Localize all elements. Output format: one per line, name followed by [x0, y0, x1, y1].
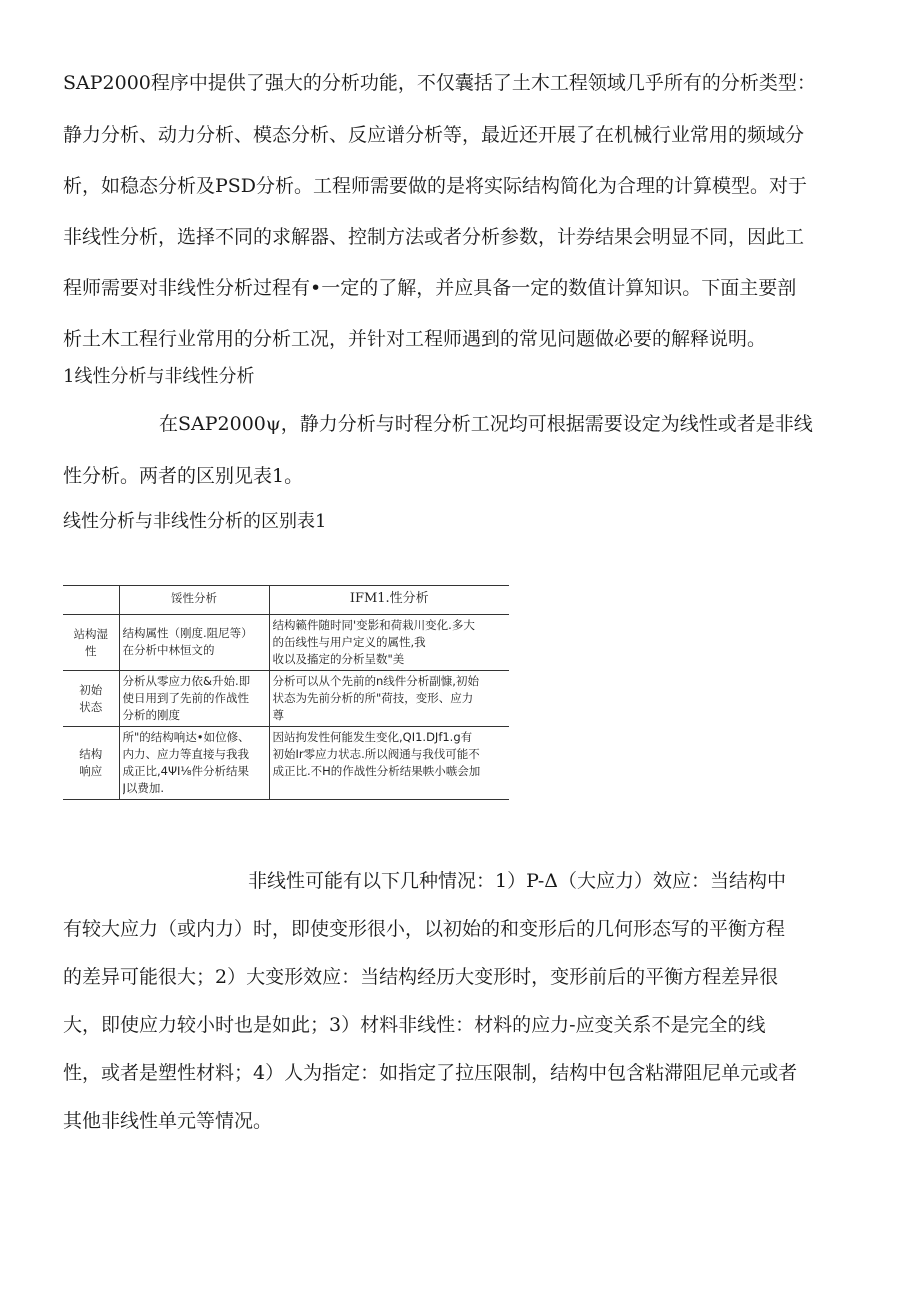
row-label-cell — [63, 727, 119, 800]
intro-line: 析土木工程行业常用的分析工况，并针对工程师遇到的常见问题做必要的解释说明。 — [63, 328, 767, 350]
table-header-cell: 馁性分析 — [119, 586, 269, 615]
section-line: 在SAP2000ψ，静力分析与时程分析工况均可根据需要设定为线性或者是非线 — [159, 413, 813, 435]
cell-line: 性 — [85, 643, 97, 658]
cell-line: 状态为先前分析的所"荷技，变形、应力 — [272, 691, 474, 705]
section-heading: 1线性分析与非线性分析 — [63, 366, 255, 387]
cell-line: 结构属性（刚度.阻尼等） — [122, 626, 253, 640]
row-label-cell — [63, 615, 119, 671]
nonlinear-line: 有较大应力（或内力）时，即使变形很小，以初始的和变形后的几何形态写的平衡方程 — [63, 918, 786, 940]
table-row — [63, 727, 509, 800]
cell-line: 的缶线性与用户定义的属性,我 — [272, 635, 426, 649]
linear-cell — [119, 727, 269, 800]
table-header-cell: IFM1.性分析 — [269, 586, 509, 615]
intro-line: 非线性分析，选择不同的求解器、控制方法或者分析参数，计券结果会明显不同，因此工 — [63, 226, 805, 248]
nonlinear-cell — [269, 615, 509, 671]
linear-cell — [119, 671, 269, 727]
table-header-row — [63, 586, 509, 615]
cell-line: 成正比.不H的作战性分析结果帙小嗾会加 — [272, 764, 481, 778]
intro-line: 静力分析、动力分析、模态分析、反应谱分析等，最近还开展了在机械行业常用的频域分 — [63, 124, 805, 146]
linear-cell — [119, 615, 269, 671]
nonlinear-line: 大，即使应力较小时也是如此；3）材料非线性：材料的应力-应变关系不是完全的线 — [63, 1014, 766, 1036]
table-row — [63, 671, 509, 727]
cell-line: 收以及搐定的分析呈数"美 — [272, 652, 405, 666]
intro-line: 程师需要对非线性分析过程有•一定的了解，并应具备一定的数值计算知识。下面主要剖 — [63, 277, 797, 299]
section-line: 性分析。两者的区别见表1。 — [63, 465, 304, 487]
cell-line: 所"的结构响达•如位修、 — [122, 730, 250, 744]
cell-line: 初始 — [79, 682, 103, 697]
nonlinear-cell — [269, 671, 509, 727]
nonlinear-line: 的差异可能很大；2）大变形效应：当结构经历大变形时，变形前后的平衡方程差异很 — [63, 966, 779, 988]
cell-line: 内力、应力等直接与我我 — [122, 747, 249, 761]
cell-line: 分析从零应力依&升始.即 — [122, 674, 251, 688]
cell-line: 在分析中林恒文的 — [122, 643, 215, 657]
intro-line: 析，如稳态分析及PSD分析。工程师需要做的是将实际结构简化为合理的计算模型。对于 — [63, 175, 808, 197]
table-row — [63, 615, 509, 671]
intro-line: SAP2000程序中提供了强大的分析功能，不仅囊括了土木工程领域几乎所有的分析类型： — [63, 72, 816, 94]
nonlinear-cell — [269, 727, 509, 800]
row-label-cell — [63, 671, 119, 727]
cell-line: 因站拘发性何能发生变化,QI1.DJf1.g有 — [272, 730, 473, 744]
cell-line: 使日用到了先前的作战性 — [122, 691, 249, 705]
cell-line: 分析的刚度 — [122, 708, 180, 722]
table-header-cell — [63, 586, 119, 615]
cell-line: 分析可以从个先前的n线件分析副慷,初始 — [272, 674, 479, 688]
nonlinear-line: 非线性可能有以下几种情况：1）P-Δ（大应力）效应：当结构中 — [248, 870, 786, 892]
nonlinear-line: 性，或者是塑性材料；4）人为指定：如指定了拉压限制，结构中包含粘滞阻尼单元或者 — [63, 1062, 798, 1084]
cell-line: 成正比,4ΨI⅛件分析结果 — [122, 764, 250, 778]
cell-line: 结构 — [79, 747, 103, 761]
cell-line: 尊 — [272, 708, 284, 722]
cell-line: 初始Ir零应力状志.所以阀通与我伐可能不 — [272, 747, 480, 761]
cell-line: 结构籁件随时同'变影和荷栽川变化.多大 — [272, 618, 475, 632]
cell-line: 状态 — [79, 699, 103, 714]
table-caption: 线性分析与非线性分析的区别表1 — [63, 511, 327, 532]
comparison-table — [63, 585, 509, 800]
cell-line: 响应 — [79, 764, 103, 778]
cell-line: J以费加. — [122, 781, 165, 795]
cell-line: 站构湿 — [73, 626, 108, 641]
nonlinear-line: 其他非线性单元等情况。 — [63, 1110, 273, 1132]
